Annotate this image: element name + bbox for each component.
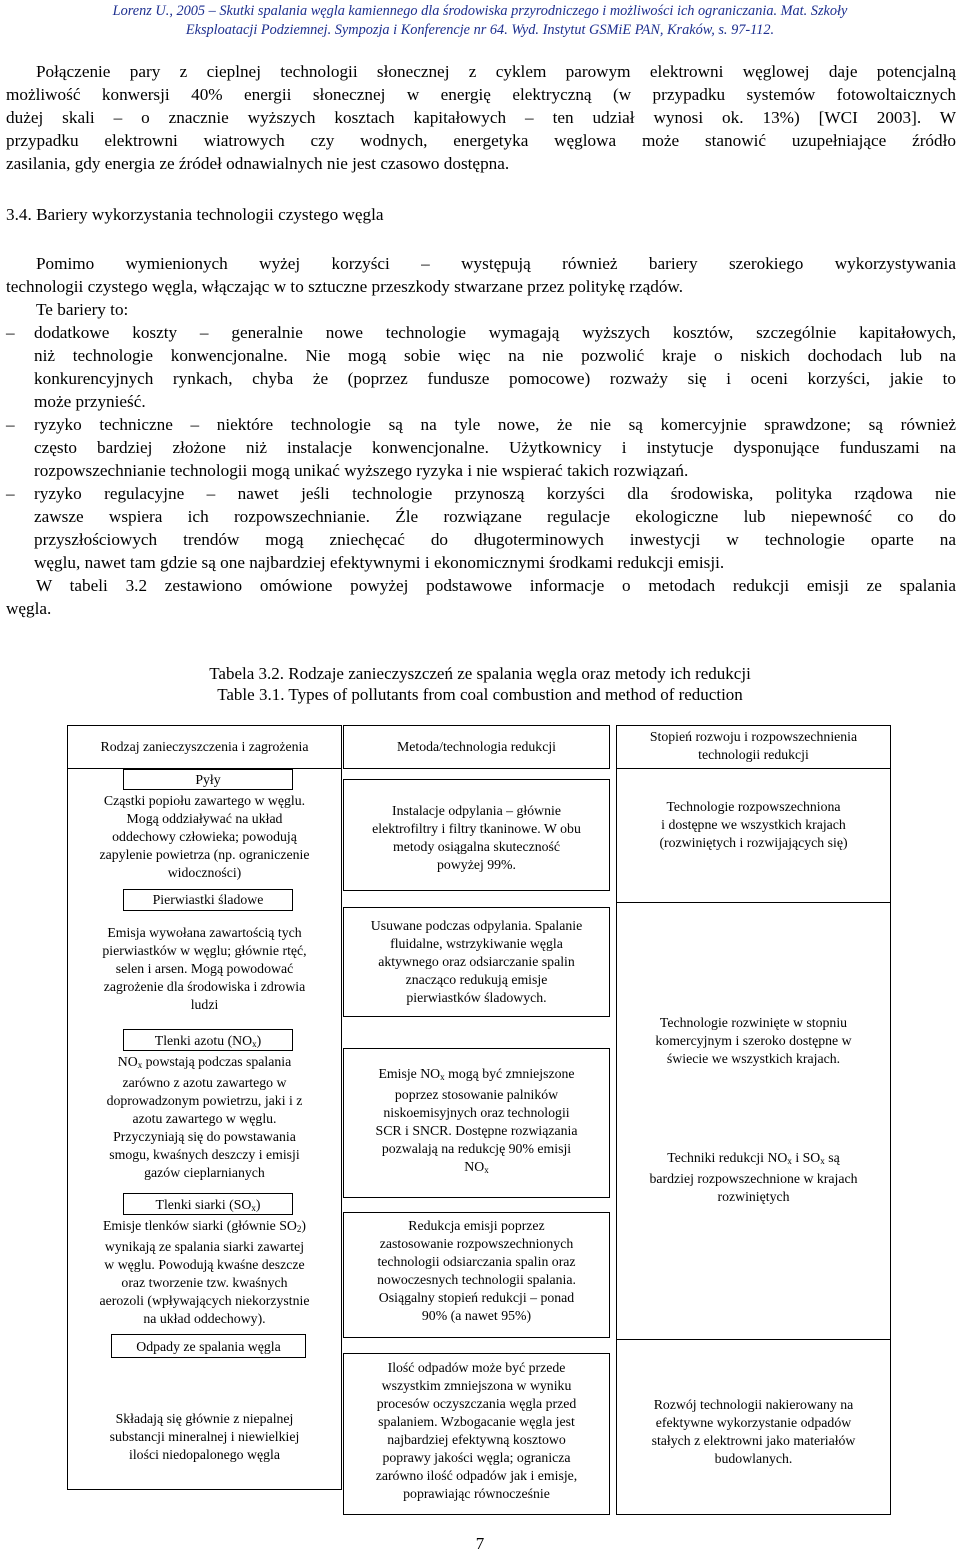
dash-bullet: – <box>6 323 15 342</box>
text-line: smogu, kwaśnych deszczy i emisji <box>109 1147 300 1162</box>
pollutant-label-box <box>111 1334 306 1358</box>
text-line: może przynieść. <box>34 392 146 411</box>
text-line: zawsze wspiera ich rozpowszechnianie. Źle rozwiązane regulacje ekologiczne lub niepewność co do <box>34 507 956 526</box>
text-line: rozpowszechnianie technologii mogą unikać wyższego ryzyka i nie wspierać takich rozwiązań. <box>34 461 689 480</box>
text-line: gazów cieplarnianych <box>144 1165 265 1180</box>
text-line: fluidalne, wstrzykiwanie węgla <box>390 936 563 951</box>
text-line: Składają się głównie z niepalnej <box>115 1411 294 1426</box>
text-line: SCR i SNCR. Dostępne rozwiązania <box>375 1123 578 1138</box>
pollutant-sox: Tlenki siarki $(SO_x)$ <box>155 1197 261 1213</box>
barriers-intro: Te bariery to: <box>36 300 129 319</box>
text-line: ryzyko techniczne – niektóre technologie są na tyle nowe, że nie są komercyjnie sprawdzone; są również <box>34 415 956 434</box>
text-line: selen i arsen. Mogą powodować <box>115 961 294 976</box>
text-line: technologii redukcji <box>698 747 809 762</box>
pollutant-trace-elements: Pierwiastki śladowe <box>152 892 264 907</box>
text-line: pierwiastków śladowych. <box>406 990 547 1005</box>
header-cell-status <box>616 725 891 769</box>
text-line: możliwość konwersji 40% energii słonecznej w energię elektryczną (w przypadku systemów fotowoltaicznych <box>6 85 956 104</box>
text-line: przypadku elektrowni wiatrowych czy wodnych, energetyka węglowa może stanowić uzupełniające źródło <box>6 131 956 150</box>
text-line: Osiągalny stopień redukcji – ponad <box>378 1290 575 1305</box>
barrier-item-technical-risk <box>6 413 956 482</box>
text-line: technologii czystego węgla, włączając w to sztuczne przeszkody stwarzane przez politykę rządów. <box>6 277 684 296</box>
text-line: poprzez stosowanie palników <box>394 1087 559 1102</box>
text-line: Rozwój technologii nakierowany na <box>653 1397 854 1412</box>
effect-nox <box>72 1053 337 1182</box>
method-text <box>344 1359 609 1503</box>
method-cell-trace <box>343 907 610 1017</box>
paragraph-solar-coal <box>6 60 956 175</box>
status-cell-waste <box>616 1340 891 1515</box>
method-cell-waste <box>343 1353 610 1515</box>
text-line: Usuwane podczas odpylania. Spalanie <box>370 918 583 933</box>
text-line: Technologie rozpowszechniona <box>666 799 841 814</box>
page-number: 7 <box>475 1534 485 1553</box>
text-line: świecie we wszystkich krajach. <box>666 1051 841 1066</box>
text-line: ryzyko regulacyjne – nawet jeśli technologie przynoszą korzyści dla środowiska, polityka rządowa nie <box>34 484 956 503</box>
effect-trace-elements <box>72 924 337 1014</box>
text-line: doprowadzonym powietrzu, jaki i z <box>106 1093 303 1108</box>
text-line: zasilania, gdy energia ze źródeł odnawialnych nie jest czasowo dostępna. <box>6 154 510 173</box>
dash-bullet: – <box>6 484 15 503</box>
text-line: dużej skali – o znacznie wyższych kosztach kapitałowych – ten udział wynosi ok. 13%) [WCI 2003]. W <box>6 108 956 127</box>
method-text <box>344 917 609 1007</box>
header-label: Rodzaj zanieczyszczenia i zagrożenia <box>100 739 309 754</box>
method-text <box>344 1217 609 1325</box>
text-line: nowoczesnych technologii spalania. <box>377 1272 576 1287</box>
text-line: procesów oczyszczania węgla przed <box>376 1396 577 1411</box>
effect-dust <box>72 792 337 882</box>
citation-header <box>0 2 960 40</box>
text-line: zarówno z azotu zawartego w <box>122 1075 287 1090</box>
text-line: pierwiastków w węglu; głównie rtęć, <box>102 943 307 958</box>
text-line: $NO_x$ <box>464 1159 489 1175</box>
text-line: zapylenie powietrza (np. ograniczenie <box>99 847 310 862</box>
text-line: ludzi <box>190 997 219 1012</box>
barrier-item-costs <box>6 321 956 413</box>
text-line: bardziej rozpowszechnione w krajach <box>649 1171 858 1186</box>
header-label <box>617 728 890 764</box>
citation-line-2: Eksploatacji Podziemnej. Sympozja i Konferencje nr 64. Wyd. Instytut GSMiE PAN, Kraków, s. 97-112. <box>185 22 775 38</box>
text-line: zarówno ilość odpadów jak i emisje, <box>375 1468 578 1483</box>
text-line: Emisje $NO_x$ mogą być zmniejszone <box>378 1066 575 1082</box>
table-caption-en: Table 3.1. Types of pollutants from coal combustion and method of reduction <box>217 685 743 704</box>
text-line: pozwalają na redukcję 90% emisji <box>381 1141 572 1156</box>
text-line: metody osiągalna skuteczność <box>392 839 561 854</box>
text-line: zagrożenie dla środowiska i zdrowia <box>103 979 306 994</box>
text-line: widoczności) <box>167 865 242 880</box>
section-heading: 3.4. Bariery wykorzystania technologii czystego węgla <box>6 205 384 224</box>
text-line: Emisje tlenków siarki (głównie $SO_2$) <box>102 1218 306 1234</box>
text-line: Pomimo wymienionych wyżej korzyści – występują również bariery szerokiego wykorzystywania <box>36 254 956 273</box>
text-line: poprawy jakości węgla; ogranicza <box>382 1450 571 1465</box>
text-line: znacząco redukują emisje <box>405 972 548 987</box>
status-cell-gases <box>616 903 891 1340</box>
status-text <box>617 1396 890 1468</box>
text-line: zastosowanie rozpowszechnionych <box>379 1236 574 1251</box>
text-line: Techniki redukcji $NO_x$ i $SO_x$ są <box>667 1150 840 1166</box>
text-line: na układ oddechowy). <box>143 1311 266 1326</box>
text-line: W tabeli 3.2 zestawiono omówione powyżej podstawowe informacje o metodach redukcji emisji ze spalania <box>36 576 956 595</box>
text-line: węgla. <box>6 599 52 618</box>
text-line: i dostępne we wszystkich krajach <box>661 817 846 832</box>
method-cell-nox <box>343 1048 610 1198</box>
text-line: stałych z elektrowni jako materiałów <box>651 1433 856 1448</box>
text-line: węglu, nawet tam gdzie są one najbardziej efektywnymi i ekonomicznymi środkami redukcji emisji. <box>34 553 725 572</box>
status-text <box>617 798 890 852</box>
text-line: (rozwiniętych i rozwijających się) <box>659 835 848 850</box>
text-line: azotu zawartego w węglu. <box>132 1111 277 1126</box>
header-cell-method <box>343 725 610 769</box>
citation-line-1: Lorenz U., 2005 – Skutki spalania węgla kamiennego dla środowiska przyrodniczego i możliwości ich ograniczania. Mat. Szkoły <box>112 3 848 19</box>
pollutant-nox: Tlenki azotu $(NO_x)$ <box>154 1033 262 1049</box>
dash-bullet: – <box>6 415 15 434</box>
text-line: poprawiając równocześnie <box>403 1486 550 1501</box>
method-text <box>344 802 609 874</box>
text-line: oraz tworzenie tzw. kwaśnych <box>121 1275 288 1290</box>
text-line: komercyjnym i szeroko dostępne w <box>655 1033 852 1048</box>
barriers-section <box>6 252 956 620</box>
text-line: aktywnego oraz odsiarczanie spalin <box>378 954 575 969</box>
text-line: ilości niedopalonego węgla <box>129 1447 280 1462</box>
barrier-item-regulatory-risk <box>6 482 956 574</box>
text-line: Cząstki popiołu zawartego w węglu. <box>103 793 306 808</box>
text-line: niż technologie konwencjonalne. Nie mogą sobie więc na nie pozwolić kraje o niskich dochodach lub na <box>34 346 956 365</box>
method-text <box>344 1065 609 1179</box>
table-caption-pl: Tabela 3.2. Rodzaje zanieczyszczeń ze spalania węgla oraz metody ich redukcji <box>209 664 751 683</box>
status-text <box>617 1149 890 1206</box>
text-line: wszystkim zmniejszona w wyniku <box>381 1378 572 1393</box>
text-line: spalaniem. Wzbogacanie węgla jest <box>378 1414 575 1429</box>
text-line: Instalacje odpylania – głównie <box>392 803 561 818</box>
text-line: niskoemisyjnych oraz technologii <box>383 1105 570 1120</box>
text-line: aerozoli (wpływających niekorzystnie <box>99 1293 310 1308</box>
text-line: technologii odsiarczania spalin oraz <box>377 1254 576 1269</box>
text-line: najbardziej efektywną kosztowo <box>387 1432 566 1447</box>
text-line: Stopień rozwoju i rozpowszechnienia <box>649 729 858 744</box>
text-line: Ilość odpadów może być przede <box>387 1360 566 1375</box>
text-line: Redukcja emisji poprzez <box>408 1218 545 1233</box>
text-line: Technologie rozwinięte w stopniu <box>659 1015 848 1030</box>
status-text <box>617 1014 890 1068</box>
method-cell-sox <box>343 1212 610 1338</box>
header-label: Metoda/technologia redukcji <box>397 739 556 754</box>
text-line: wynikają ze spalania siarki zawartej <box>104 1239 305 1254</box>
effect-waste <box>72 1410 337 1464</box>
text-line: rozwiniętych <box>717 1189 790 1204</box>
text-line: w węglu. Powodują kwaśne deszcze <box>104 1257 305 1272</box>
text-line: $NO_x$ powstają podczas spalania <box>117 1054 292 1070</box>
pollutant-label-box <box>123 1193 293 1215</box>
text-line: przyszłościowych trendów mogą zniechęcać do długoterminowych inwestycji w technologie oparte na <box>34 530 956 549</box>
pollutant-label-box <box>123 1029 293 1051</box>
text-line: budowlanych. <box>714 1451 793 1466</box>
text-line: Przyczyniają się do powstawania <box>113 1129 296 1144</box>
text-line: często bardziej złożone niż instalacje konwencjonalne. Użytkownicy i instytucje dysponujące funduszami na <box>34 438 956 457</box>
header-cell-pollutant <box>67 725 342 769</box>
text-line: dodatkowe koszty – generalnie nowe technologie wymagają wyższych kosztów, szczególnie kapitałowych, <box>34 323 956 342</box>
status-cell-dust <box>616 769 891 903</box>
pollutant-label-box <box>123 889 293 911</box>
text-line: 90% (a nawet 95%) <box>421 1308 532 1323</box>
text-line: Mogą oddziaływać na układ <box>126 811 283 826</box>
pollutant-waste: Odpady ze spalania węgla <box>136 1339 281 1354</box>
text-line: substancji mineralnej i niewielkiej <box>109 1429 300 1444</box>
text-line: elektrofiltry i filtry tkaninowe. W obu <box>372 821 581 836</box>
text-line: powyżej 99%. <box>437 857 516 872</box>
text-line: oddechowy człowieka; powodują <box>112 829 297 844</box>
text-line: efektywne wykorzystanie odpadów <box>655 1415 852 1430</box>
pollutant-dust: Pyły <box>195 772 221 787</box>
text-line: konkurencyjnych rynkach, chyba że (poprzez fundusze pomocowe) rozważy się i oceni korzyści, jakie to <box>34 369 956 388</box>
method-cell-dust <box>343 779 610 891</box>
text-line: Połączenie pary z cieplnej technologii słonecznej z cyklem parowym elektrowni węglowej daje potencjalną <box>36 62 956 81</box>
pollutant-label-box <box>123 769 293 790</box>
effect-sox <box>72 1217 337 1328</box>
text-line: Emisja wywołana zawartością tych <box>107 925 302 940</box>
